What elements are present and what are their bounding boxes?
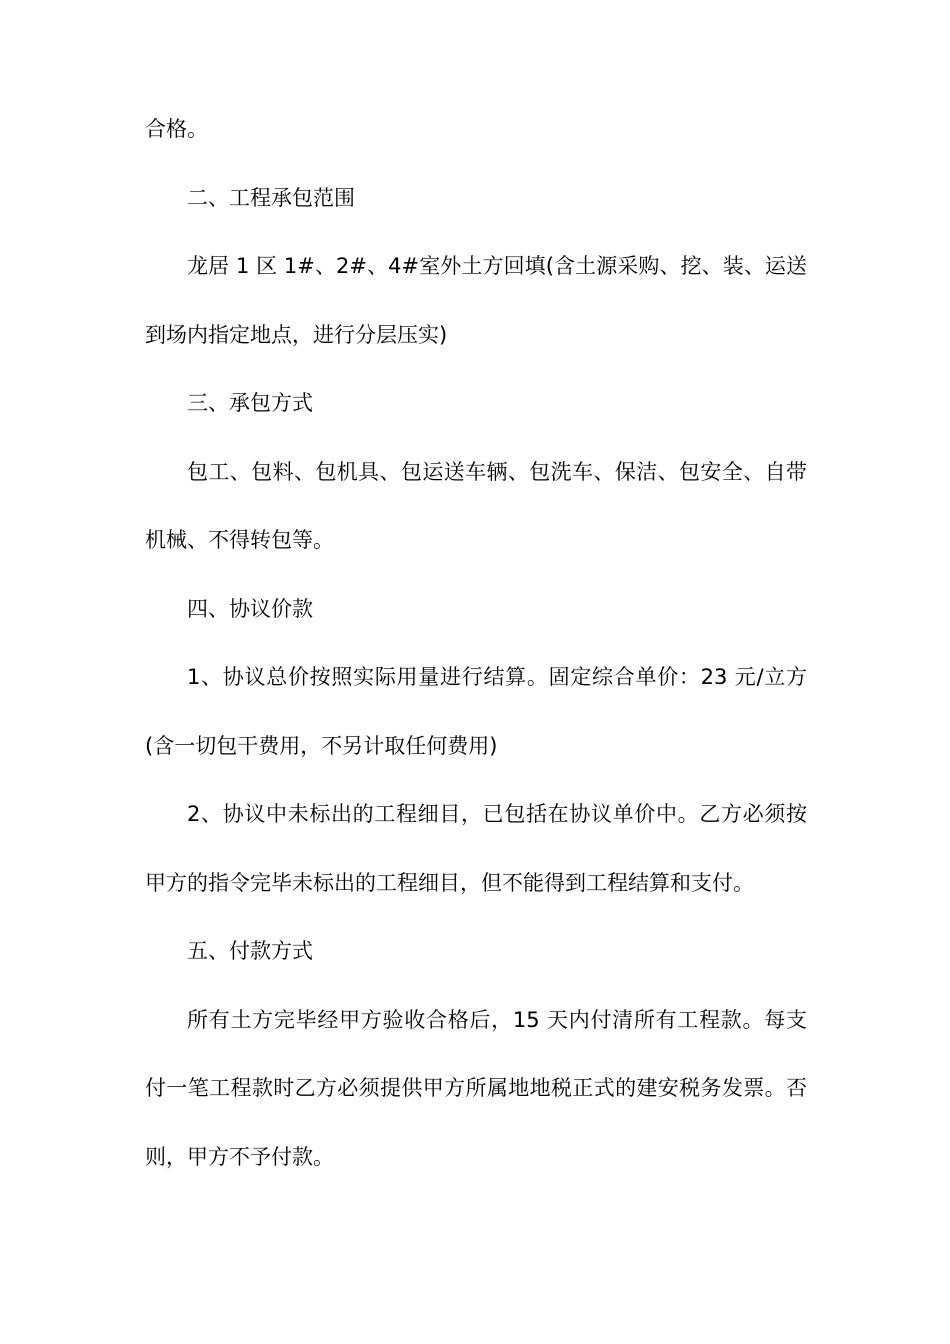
paragraph-price-2: 2、协议中未标出的工程细目，已包括在协议单价中。乙方必须按甲方的指令完毕未标出的工程细目，但不能得到工程结算和支付。: [145, 802, 807, 895]
paragraph-payment: 所有土方完毕经甲方验收合格后，15 天内付清所有工程款。每支付一笔工程款时乙方必须提供甲方所属地地税正式的建安税务发票。否则，甲方不予付款。: [145, 1007, 807, 1169]
section-heading-scope: 二、工程承包范围: [187, 185, 355, 210]
paragraph-scope: 龙居 1 区 1#、2#、4#室外土方回填(含土源采购、挖、装、运送到场内指定地点，进行分层压实): [145, 254, 807, 347]
section-heading-price: 四、协议价款: [187, 596, 313, 621]
paragraph-contract-method: 包工、包料、包机具、包运送车辆、包洗车、保洁、包安全、自带机械、不得转包等。: [145, 459, 807, 552]
section-heading-contract-method: 三、承包方式: [187, 391, 313, 415]
paragraph-continuation: 合格。: [145, 117, 208, 141]
section-heading-payment: 五、付款方式: [187, 939, 313, 963]
document-body: [145, 95, 807, 1191]
paragraph-price-1: 1、协议总价按照实际用量进行结算。固定综合单价：23 元/立方(含一切包干费用，不另计取任何费用): [145, 665, 807, 758]
